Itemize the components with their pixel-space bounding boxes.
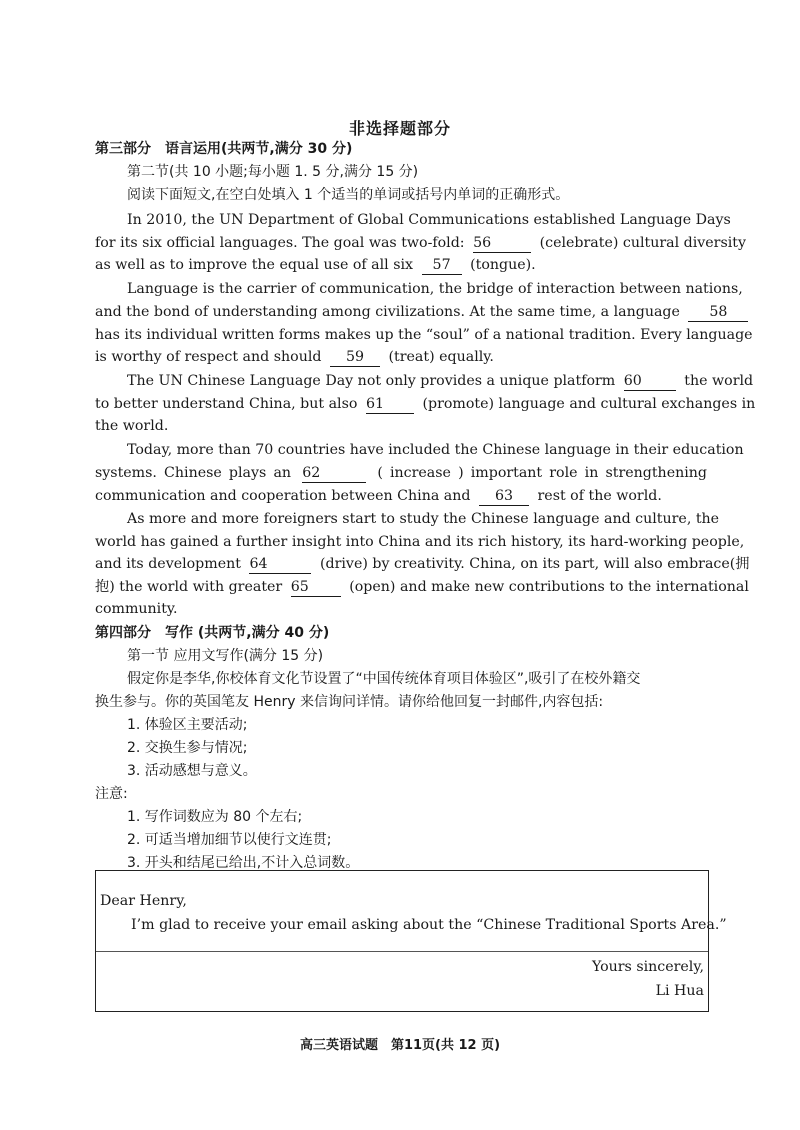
p2-line1: Language is the carrier of communication, the bridge of interaction between nations, (127, 281, 743, 297)
p3-line1 (127, 370, 754, 392)
p3-line1-b: the world (684, 373, 754, 389)
p1-line3-a: as well as to improve the equal use of all six (95, 257, 414, 273)
content-item-3: 3. 活动感想与意义。 (127, 763, 257, 779)
p1-line2-b: (celebrate) cultural diversity (539, 235, 746, 251)
p1-line2 (95, 232, 746, 254)
content-item-1: 1. 体验区主要活动; (127, 717, 248, 733)
instruction: 阅读下面短文,在空白处填入 1 个适当的单词或括号内单词的正确形式。 (127, 187, 570, 203)
blank-57[interactable]: 57 (422, 256, 462, 275)
p1-line1: In 2010, the UN Department of Global Communications established Language Days (127, 212, 731, 228)
p5-line4 (95, 576, 749, 598)
blank-63[interactable]: 63 (479, 487, 529, 506)
p5-line4-a: 抱) the world with greater (95, 579, 283, 595)
p3-line2-a: to better understand China, but also (95, 396, 358, 412)
prompt-line2: 换生参与。你的英国笔友 Henry 来信询问详情。请你给他回复一封邮件,内容包括: (95, 694, 604, 710)
p2-line4 (95, 346, 707, 368)
page-footer: 高三英语试题 第11页(共 12 页) (299, 1038, 501, 1053)
blank-58[interactable]: 58 (688, 303, 748, 322)
letter-signature: Li Hua (655, 983, 704, 999)
p1-line3 (95, 254, 707, 276)
p3-line3: the world. (95, 418, 169, 434)
p5-line2: world has gained a further insight into China and its rich history, its hard-working people, (95, 534, 745, 550)
p4-line3-b: rest of the world. (537, 488, 662, 504)
p5-line3-a: and its development (95, 556, 241, 572)
p1-line3-b: (tongue). (470, 257, 536, 273)
p1-line2-a: for its six official languages. The goal was two-fold: (95, 235, 465, 251)
prompt-line1: 假定你是李华,你校体育文化节设置了“中国传统体育项目体验区”,吸引了在校外籍交 (127, 671, 641, 687)
part4-heading: 第四部分 写作 (共两节,满分 40 分) (95, 625, 330, 641)
p5-line3-b: (drive) by creativity. China, on its part, will also embrace(拥 (320, 556, 750, 572)
section2-heading: 第二节(共 10 小题;每小题 1. 5 分,满分 15 分) (127, 164, 419, 180)
page-title: 非选择题部分 (348, 119, 451, 138)
p5-line5: community. (95, 601, 178, 617)
note-1: 1. 写作词数应为 80 个左右; (127, 809, 303, 825)
letter-opening: I’m glad to receive your email asking about the “Chinese Traditional Sports Area.” (131, 917, 727, 933)
note-2: 2. 可适当增加细节以使行文连贯; (127, 832, 332, 848)
blank-65[interactable]: 65 (291, 578, 341, 597)
p2-line4-a: is worthy of respect and should (95, 349, 322, 365)
p2-line3: has its individual written forms makes up the “soul” of a national tradition. Every language (95, 327, 753, 343)
letter-greeting: Dear Henry, (100, 893, 187, 909)
blank-59[interactable]: 59 (330, 348, 380, 367)
blank-64[interactable]: 64 (249, 555, 311, 574)
p5-line3 (95, 553, 750, 575)
p2-line2-a: and the bond of understanding among civilizations. At the same time, a language (95, 304, 680, 320)
writing-line (96, 951, 708, 952)
content-item-2: 2. 交换生参与情况; (127, 740, 248, 756)
p5-line4-b: (open) and make new contributions to the international (349, 579, 749, 595)
section1-heading: 第一节 应用文写作(满分 15 分) (127, 648, 324, 664)
p4-line3 (95, 485, 707, 507)
note-3: 3. 开头和结尾已给出,不计入总词数。 (127, 855, 360, 871)
p2-line4-b: (treat) equally. (388, 349, 494, 365)
part3-heading: 第三部分 语言运用(共两节,满分 30 分) (95, 141, 353, 157)
p5-line1: As more and more foreigners start to study the Chinese language and culture, the (127, 511, 720, 527)
p4-line3-a: communication and cooperation between China and (95, 488, 471, 504)
blank-56[interactable]: 56 (473, 234, 531, 253)
answer-box[interactable] (95, 870, 727, 1012)
blank-62[interactable]: 62 (302, 464, 366, 483)
blank-61[interactable]: 61 (366, 395, 414, 414)
p4-line2 (95, 462, 707, 484)
p4-line2-b: ( increase ) important role in strengthening (377, 465, 707, 481)
p3-line1-a: The UN Chinese Language Day not only provides a unique platform (127, 373, 616, 389)
p2-line2 (95, 301, 728, 323)
letter-closing: Yours sincerely, (591, 959, 704, 975)
p4-line2-a: systems. Chinese plays an (95, 465, 292, 481)
p4-line1: Today, more than 70 countries have included the Chinese language in their education (127, 442, 744, 458)
p3-line2-b: (promote) language and cultural exchanges in (422, 396, 756, 412)
p3-line2 (95, 393, 756, 415)
notes-label: 注意: (95, 786, 128, 802)
blank-60[interactable]: 60 (624, 372, 676, 391)
